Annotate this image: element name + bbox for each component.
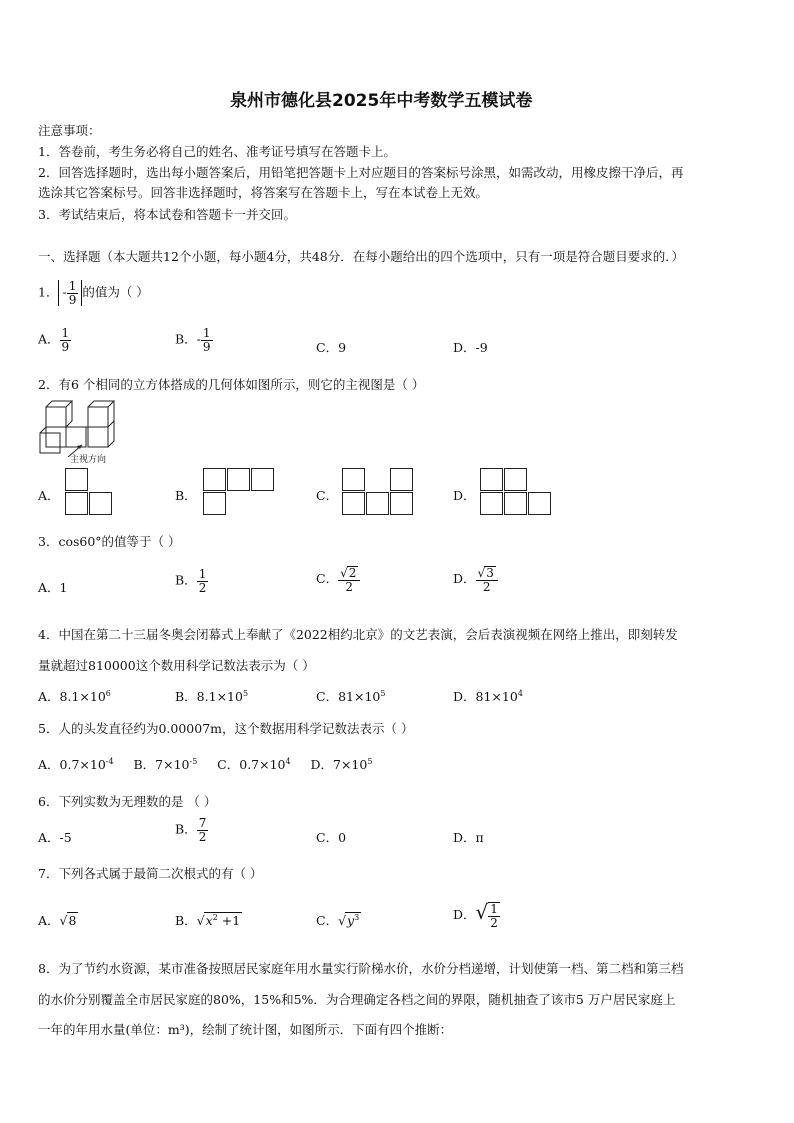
q3-option-c: C． $\frac{√2}{2}$: [316, 566, 360, 593]
question-1: [38, 280, 149, 306]
q2-option-b: B．: [175, 488, 197, 503]
question-2: 2．有6 个相同的立方体搭成的几何体如图所示，则它的主视图是（ ）: [38, 377, 425, 392]
q1-abs-fraction: $\frac{1}{9}$: [68, 279, 77, 307]
q1-option-d: D．-9: [453, 340, 488, 355]
notice-item-2-cont: 选涂其它答案标号。回答非选择题时，将答案写在答题卡上，写在本试卷上无效。: [38, 185, 489, 200]
notice-item-2: 2．回答选择题时，选出每小题答案后，用铅笔把答题卡上对应题目的答案标号涂黑，如需改动，用橡皮擦干净后，再: [38, 165, 684, 180]
q6-option-c: C．0: [316, 830, 347, 845]
question-8-line-1: 8．为了节约水资源，某市准备按照居民家庭年用水量实行阶梯水价，水价分档递增，计划使第一档、第二档和第三档: [38, 961, 684, 976]
q3-option-d: D． $\frac{√3}{2}$: [453, 566, 498, 593]
q7-option-d: D．√ $\frac{1}{2}$: [453, 900, 498, 930]
question-6: 6．下列实数为无理数的是 （ ）: [38, 794, 217, 809]
q6-option-d: D．π: [453, 830, 484, 845]
q4-option-d: D．$81\times 10^4$: [453, 689, 523, 704]
notice-item-1: 1．答卷前，考生务必将自己的姓名、准考证号填写在答题卡上。: [38, 144, 396, 159]
q1-option-a: A． $\frac{1}{9}$: [38, 326, 70, 354]
question-5: 5．人的头发直径约为0.00007m，这个数据用科学记数法表示（ ）: [38, 721, 414, 736]
q6-option-a: A．-5: [38, 830, 72, 845]
notice-item-3: 3．考试结束后，将本试卷和答题卡一并交回。: [38, 207, 296, 222]
q1-option-c: C．9: [316, 340, 347, 355]
q5-options: [38, 755, 372, 773]
q2-figure-label: 主视方向: [70, 455, 107, 465]
question-8-line-2: 的水价分别覆盖全市居民家庭的80%，15%和5%．为合理确定各档之间的界限，随机抽查了该市5 万户居民家庭上: [38, 992, 676, 1007]
q1-minus: -: [62, 284, 67, 300]
question-8-line-3: 一年的年用水量(单位：m³)，绘制了统计图，如图所示．下面有四个推断：: [38, 1022, 453, 1037]
question-4-line-2: 量就超过810000这个数用科学记数法表示为（ ）: [38, 658, 315, 673]
q1-number: 1．: [38, 284, 59, 300]
q1-option-b: B．- $\frac{1}{9}$: [175, 326, 211, 354]
q5-option-a: A．$0.7\times 10^{-4}$: [38, 757, 114, 772]
q5-option-b: B．$7\times 10^{-5}$: [133, 757, 198, 772]
q2-option-a: A．: [38, 488, 60, 503]
q5-option-c: C．$0.7\times 10^4$: [217, 757, 291, 772]
q5-option-d: D．$7\times 10^5$: [310, 757, 373, 772]
q2-option-d: D．: [453, 488, 476, 503]
question-4-line-1: 4．中国在第二十三届冬奥会闭幕式上奉献了《2022相约北京》的文艺表演，会后表演视频在网络上推出，即刻转发: [38, 627, 678, 642]
q1-abs-expr: [58, 280, 82, 306]
q4-option-a: A．$8.1\times 10^6$: [38, 689, 111, 704]
question-7: 7．下列各式属于最简二次根式的有（ ）: [38, 866, 263, 881]
q1-text: 的值为（ ）: [82, 284, 149, 300]
q7-option-a: A．√8: [38, 913, 77, 928]
section-heading: 一、选择题（本大题共12个小题，每小题4分，共48分．在每小题给出的四个选项中，只有一项是符合题目要求的．）: [38, 249, 685, 264]
q4-option-b: B．$8.1\times 10^5$: [175, 689, 249, 704]
question-3: 3．cos60°的值等于（ ）: [38, 534, 181, 549]
q7-option-c: C．$√y^3$: [316, 913, 360, 928]
q7-option-b: B．$√x^2 +1$: [175, 913, 241, 928]
q3-option-b: B． $\frac{1}{2}$: [175, 567, 207, 595]
q3-option-a: A．1: [38, 580, 68, 595]
page-title: 泉州市德化县2025年中考数学五模试卷: [230, 91, 533, 111]
q4-option-c: C．$81\times 10^5$: [316, 689, 386, 704]
q2-option-c: C．: [316, 488, 339, 503]
q6-option-b: B． $\frac{7}{2}$: [175, 816, 207, 844]
notice-heading: 注意事项：: [38, 123, 101, 138]
